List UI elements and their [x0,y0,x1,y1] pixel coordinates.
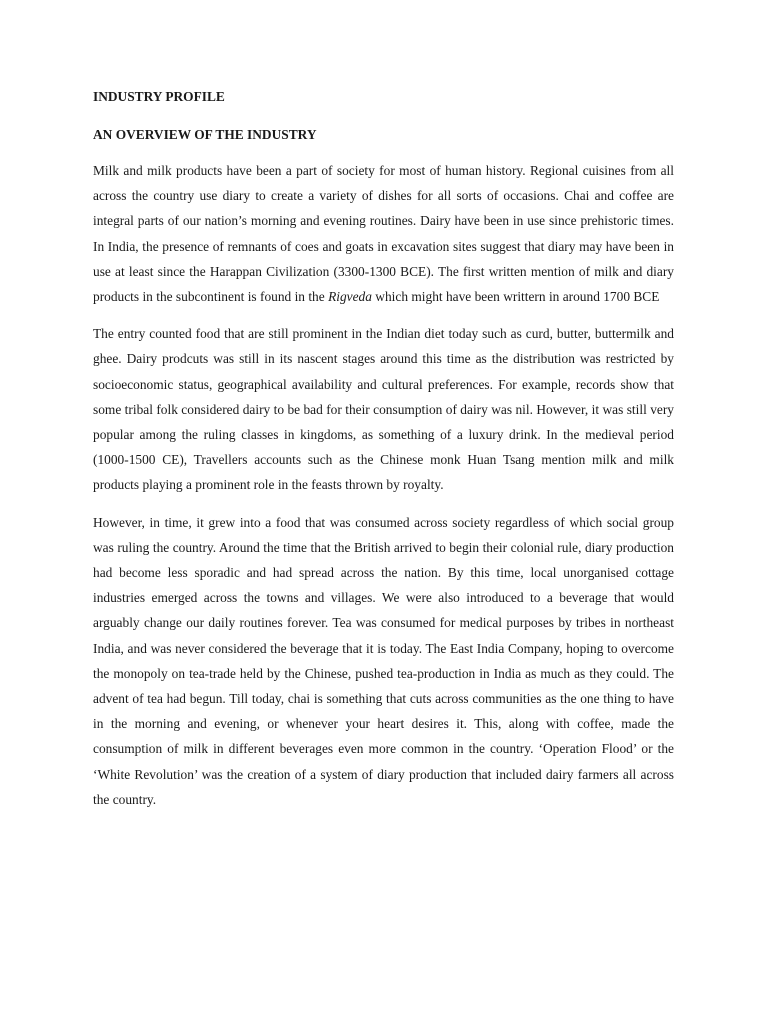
paragraph-1-text-end: which might have been writtern in around 1700 BCE [371,289,660,305]
paragraph-1-italic-rigveda: Rigveda [328,289,372,305]
heading-overview: AN OVERVIEW OF THE INDUSTRY [93,127,317,142]
paragraph-1-text: Milk and milk products have been a part of society for most of human history. Regional cuisines from all across the country use diary to create a variety of dishes for all sorts of occasions. Chai and coffee are integral parts of our nation’s morning and evening routines. Dairy have been in use since prehistoric times. In India, the presence of remnants of coes and goats in excavation sites suggest that diary may have been in use at least since the Harappan Civilization (3300-1300 BCE). The first written mention of milk and diary products in the subcontinent is found in the [93,163,674,305]
paragraph-1 [93,158,674,309]
document-page [93,88,674,824]
paragraph-2: The entry counted food that are still prominent in the Indian diet today such as curd, butter, buttermilk and ghee. Dairy prodcuts was still in its nascent stages around this time as the distribution was restricted by socioeconomic status, geographical availability and cultural preferences. For example, records show that some tribal folk considered dairy to be bad for their consumption of dairy was nil. However, it was still very popular among the ruling classes in kingdoms, as something of a luxury drink. In the medieval period (1000-1500 CE), Travellers accounts such as the Chinese monk Huan Tsang mention milk and milk products playing a prominent role in the feasts thrown by royalty. [93,326,674,493]
heading-industry-profile: INDUSTRY PROFILE [93,89,225,104]
paragraph-3: However, in time, it grew into a food that was consumed across society regardless of which social group was ruling the country. Around the time that the British arrived to begin their colonial rule, diary production had become less sporadic and had spread across the nation. By this time, local unorganised cottage industries emerged across the towns and villages. We were also introduced to a beverage that would arguably change our daily routines forever. Tea was consumed for medical purposes by tribes in northeast India, and was never considered the beverage that it is today. The East India Company, hoping to overcome the monopoly on tea-trade held by the Chinese, pushed tea-production in India as much as they could. The advent of tea had begun. Till today, chai is something that cuts across communities as the one thing to have in the morning and evening, or whenever your heart desires it. This, along with coffee, made the consumption of milk in different beverages even more common in the country. ‘Operation Flood’ or the ‘White Revolution’ was the creation of a system of diary production that included dairy farmers all across the country. [93,514,674,807]
